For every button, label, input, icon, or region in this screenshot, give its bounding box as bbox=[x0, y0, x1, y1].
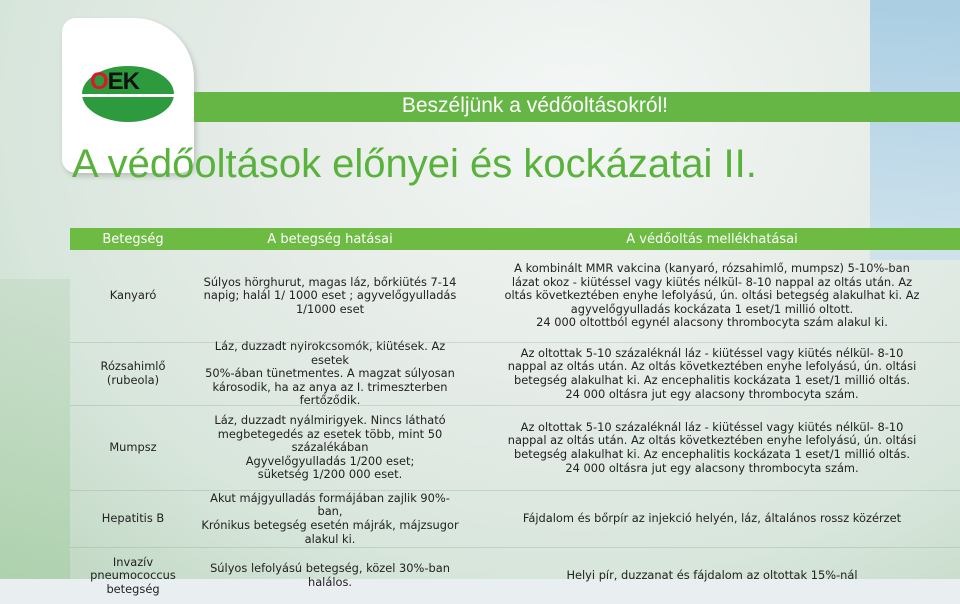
side-effects-cell: Az oltottak 5-10 százaléknál láz - kiütéssel vagy kiütés nélkül- 8-10 nappal az oltás után. Az oltás következtében enyhe lefolyású, ún. oltási betegség alakulhat ki. Az encephalitis kockázata 1 eset/1 millió oltás. 24 000 oltásra jut egy alacsony thrombocyta szám. bbox=[507, 345, 917, 401]
column-header-disease: Betegség bbox=[102, 231, 164, 247]
disease-cell: Rózsahimlő (rubeola) bbox=[100, 359, 166, 387]
disease-cell: Hepatitis B bbox=[101, 511, 165, 526]
side-effects-cell: Fájdalom és bőrpír az injekció helyén, láz, általános rossz közérzet bbox=[522, 511, 902, 526]
effects-cell: Akut májgyulladás formájában zajlik 90%-ban, Krónikus betegség esetén májrák, májzsugor alakul ki. bbox=[201, 490, 459, 546]
disease-cell: Invazív pneumococcus betegség bbox=[90, 554, 176, 596]
logo-text: OEK bbox=[90, 68, 140, 95]
effects-cell: Láz, duzzadt nyirokcsomók, kiütések. Az esetek 50%-ában tünetmentes. A magzat súlyosan károsodik, ha az anya az I. trimeszterben fertőződik. bbox=[205, 339, 455, 408]
effects-cell: Súlyos hörghurut, magas láz, bőrkiütés 7-14 napig; halál 1/ 1000 eset ; agyvelőgyulladás 1/1000 eset bbox=[203, 274, 457, 316]
background-land bbox=[0, 279, 70, 579]
table-row bbox=[70, 406, 960, 490]
side-effects-cell: Az oltottak 5-10 százaléknál láz - kiütéssel vagy kiütés nélkül- 8-10 nappal az oltás után. Az oltás következtében enyhe lefolyású, ún. oltási betegség alakulhat ki. Az encephalitis kockázata 1 eset/1 millió oltás. 24 000 oltásra jut egy alacsony thrombocyta szám. bbox=[507, 419, 917, 475]
effects-cell: Láz, duzzadt nyálmirigyek. Nincs látható megbetegedés az esetek több, mint 50 százalékában Agyvelőgyulladás 1/200 eset; süketség 1/200 000 eset. bbox=[214, 413, 446, 482]
table-header bbox=[70, 228, 960, 250]
table-row bbox=[70, 250, 960, 342]
column-header-side-effects: A védőoltás mellékhatásai bbox=[626, 231, 798, 247]
page-title: A védőoltások előnyei és kockázatai II. bbox=[72, 142, 757, 186]
table-row bbox=[70, 548, 960, 604]
side-effects-cell: Helyi pír, duzzanat és fájdalom az oltottak 15%-nál bbox=[566, 568, 858, 583]
disease-cell: Kanyaró bbox=[109, 288, 157, 303]
background-sea bbox=[870, 0, 960, 260]
table-row bbox=[70, 339, 960, 408]
effects-cell: Súlyos lefolyású betegség, közel 30%-ban halálos. bbox=[210, 561, 450, 589]
vaccine-table bbox=[70, 228, 960, 604]
table-row bbox=[70, 491, 960, 547]
side-effects-cell: A kombinált MMR vakcina (kanyaró, rózsahimlő, mumpsz) 5-10%-ban lázat okoz - kiütéssel vagy kiütés nélkül- 8-10 nappal az oltás után. Az oltás következtében enyhe lefolyású, ún. oltási betegség alakulhat ki. Az agyvelőgyulladás kockázata 1 eset/1 millió oltott. 24 000 oltottból egynél alacsony thrombocyta szám alakul ki. bbox=[504, 261, 920, 330]
column-header-effects: A betegség hatásai bbox=[267, 231, 393, 247]
page-subtitle: Beszéljünk a védőoltásokról! bbox=[401, 94, 668, 117]
disease-cell: Mumpsz bbox=[109, 440, 157, 455]
